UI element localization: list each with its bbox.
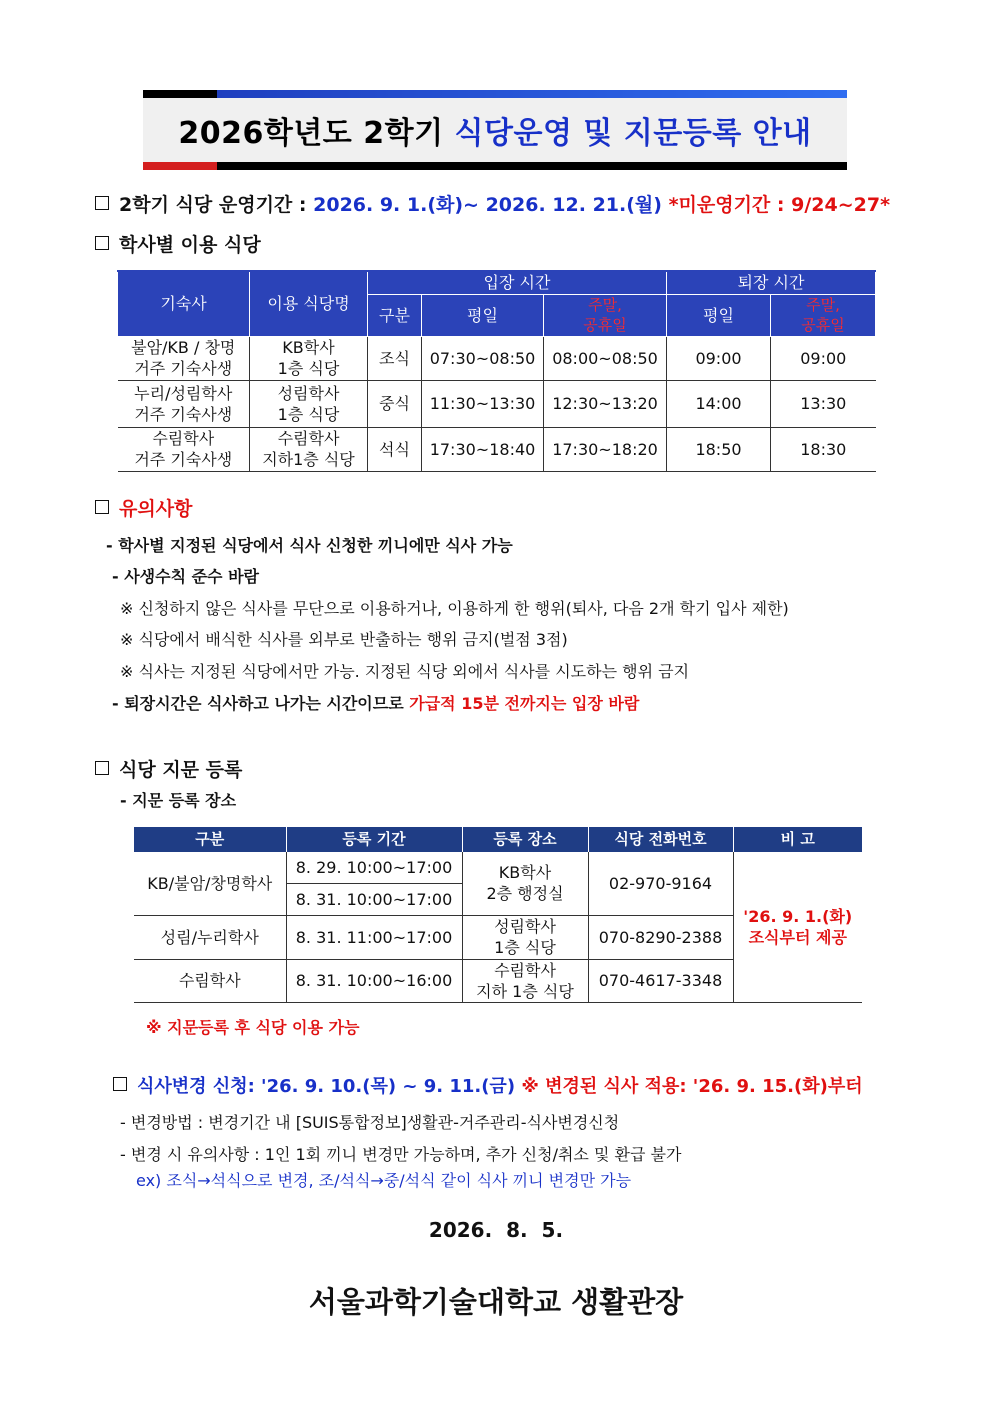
period-cell: 8. 31. 11:00~17:00 [286, 915, 462, 959]
entry-weekday-cell: 07:30~08:50 [422, 336, 544, 380]
title-bar-top [143, 90, 847, 98]
period-cell: 8. 31. 10:00~17:00 [286, 883, 462, 915]
meal-change-example: ex) 조식→석식으로 변경, 조/석식→중/석식 같이 식사 끼니 변경만 가능 [136, 1171, 632, 1190]
cafeteria-heading: 학사별 이용 식당 [95, 230, 261, 257]
table-row [118, 427, 876, 471]
place-cell: 성림학사 1층 식당 [462, 915, 588, 959]
entry-weekend-cell: 08:00~08:50 [544, 336, 667, 380]
fingerprint-heading: 식당 지문 등록 [95, 755, 242, 782]
title-part2: 식당운영 및 지문등록 안내 [454, 116, 812, 151]
table-row [118, 336, 876, 380]
table-row [118, 380, 876, 427]
header-group: 구분 [134, 827, 286, 852]
header-dorm: 기숙사 [118, 271, 250, 336]
header-cafeteria: 이용 식당명 [250, 271, 368, 336]
period-cell: 8. 31. 10:00~16:00 [286, 959, 462, 1002]
header-note: 비 고 [733, 827, 862, 852]
place-cell: 수림학사 지하 1층 식당 [462, 959, 588, 1002]
dorm-cell: 수림학사 거주 기숙사생 [118, 427, 250, 471]
entry-weekday-cell: 17:30~18:40 [422, 427, 544, 471]
header-place: 등록 장소 [462, 827, 588, 852]
note-cell: '26. 9. 1.(화) 조식부터 제공 [733, 852, 862, 1002]
exit-weekday-cell: 18:50 [667, 427, 771, 471]
fingerprint-table [134, 827, 862, 1003]
note-subitem: ※ 식당에서 배식한 식사를 외부로 반출하는 행위 금지(벌점 3점) [120, 630, 568, 649]
group-cell: 수림학사 [134, 959, 286, 1002]
entry-weekend-cell: 12:30~13:20 [544, 380, 667, 427]
cafeteria-cell: KB학사 1층 식당 [250, 336, 368, 380]
period-label: 2학기 식당 운영기간 : [119, 194, 314, 216]
header-category: 구분 [368, 294, 422, 336]
checkbox-square-icon [95, 236, 109, 250]
title-bar-bottom [143, 162, 847, 170]
checkbox-square-icon [95, 500, 109, 514]
header-weekday: 평일 [422, 294, 544, 336]
cafeteria-table [117, 270, 876, 472]
header-weekday: 평일 [667, 294, 771, 336]
checkbox-square-icon [95, 196, 109, 210]
header-period: 등록 기간 [286, 827, 462, 852]
period-cell: 8. 29. 10:00~17:00 [286, 852, 462, 883]
dorm-cell: 누리/성림학사 거주 기숙사생 [118, 380, 250, 427]
header-phone: 식당 전화번호 [588, 827, 733, 852]
title-part1: 2026학년도 2학기 [178, 116, 444, 151]
entry-weekday-cell: 11:30~13:30 [422, 380, 544, 427]
note-subitem: ※ 신청하지 않은 식사를 무단으로 이용하거나, 이용하게 한 행위(퇴사, 다음 2개 학기 입사 제한) [120, 599, 789, 618]
issuer-name: 서울과학기술대학교 생활관장 [308, 1285, 684, 1319]
header-weekend: 주말, 공휴일 [771, 294, 876, 336]
exit-weekday-cell: 14:00 [667, 380, 771, 427]
group-cell: KB/불암/창명학사 [134, 852, 286, 915]
notes-heading: 유의사항 [95, 494, 192, 521]
header-weekend: 주말, 공휴일 [544, 294, 667, 336]
group-cell: 성림/누리학사 [134, 915, 286, 959]
checkbox-square-icon [95, 761, 109, 775]
meal-cell: 조식 [368, 336, 422, 380]
checkbox-square-icon [113, 1077, 127, 1091]
header-exit: 퇴장 시간 [667, 271, 876, 294]
cafeteria-cell: 성림학사 1층 식당 [250, 380, 368, 427]
cafeteria-cell: 수림학사 지하1층 식당 [250, 427, 368, 471]
phone-cell: 070-8290-2388 [588, 915, 733, 959]
fingerprint-footnote: ※ 지문등록 후 식당 이용 가능 [146, 1018, 360, 1037]
dorm-cell: 불암/KB / 창명 거주 기숙사생 [118, 336, 250, 380]
phone-cell: 02-970-9164 [588, 852, 733, 915]
entry-weekend-cell: 17:30~18:20 [544, 427, 667, 471]
note-subitem: ※ 식사는 지정된 식당에서만 가능. 지정된 식당 외에서 식사를 시도하는 행위 금지 [120, 662, 690, 681]
meal-change-heading: 식사변경 신청: '26. 9. 10.(목) ~ 9. 11.(금) ※ 변경된 식사 적용: '26. 9. 15.(화)부터 [113, 1072, 863, 1098]
exit-weekend-cell: 13:30 [771, 380, 876, 427]
page-title [143, 98, 847, 162]
note-item: - 사생수칙 준수 바람 [112, 567, 259, 586]
period-range: 2026. 9. 1.(화)~ 2026. 12. 21.(월) [313, 194, 662, 216]
phone-cell: 070-4617-3348 [588, 959, 733, 1002]
table-row [134, 852, 862, 883]
document-date: 2026. 8. 5. [428, 1218, 564, 1242]
exit-weekday-cell: 09:00 [667, 336, 771, 380]
note-item: - 학사별 지정된 식당에서 식사 신청한 끼니에만 식사 가능 [106, 536, 513, 555]
exit-weekend-cell: 09:00 [771, 336, 876, 380]
meal-change-caution: - 변경 시 유의사항 : 1인 1회 끼니 변경만 가능하며, 추가 신청/취소 및 환급 불가 [120, 1145, 682, 1164]
fingerprint-subheading: - 지문 등록 장소 [120, 791, 237, 810]
closed-period: *미운영기간 : 9/24~27* [668, 194, 891, 216]
place-cell: KB학사 2층 행정실 [462, 852, 588, 915]
header-entry: 입장 시간 [368, 271, 667, 294]
note-item: - 퇴장시간은 식사하고 나가는 시간이므로 가급적 15분 전까지는 입장 바람 [112, 694, 640, 713]
exit-weekend-cell: 18:30 [771, 427, 876, 471]
meal-change-method: - 변경방법 : 변경기간 내 [SUIS통합정보]생활관-거주관리-식사변경신청 [120, 1113, 620, 1132]
meal-cell: 중식 [368, 380, 422, 427]
operating-period [95, 190, 890, 217]
meal-cell: 석식 [368, 427, 422, 471]
